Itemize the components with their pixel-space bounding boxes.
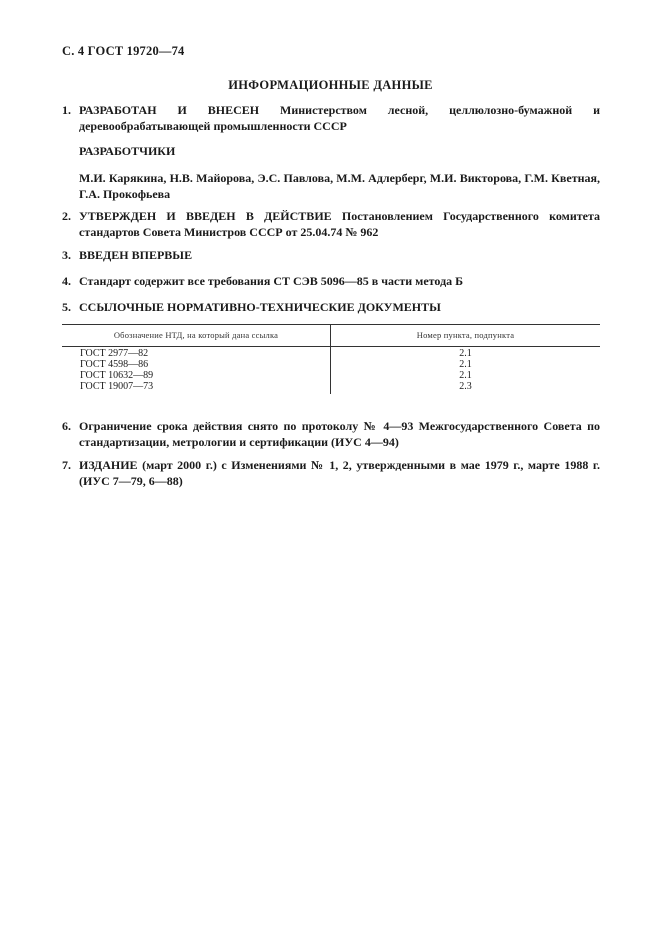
- page-title: ИНФОРМАЦИОННЫЕ ДАННЫЕ: [228, 78, 433, 92]
- item-lead: ВВЕДЕН ВПЕРВЫЕ: [79, 248, 193, 262]
- table-cell-clause: 2.1: [459, 370, 472, 381]
- item-text: [79, 418, 600, 450]
- item-body: Ограничение срока действия снято по протоколу № 4—93 Межгосударственного Совета по стандартизации, метрологии и сертификации (ИУС 4—94): [79, 419, 600, 449]
- info-item-1: [62, 102, 600, 134]
- developers-heading: РАЗРАБОТЧИКИ: [79, 144, 176, 158]
- column-header-document: Обозначение НТД, на который дана ссылка: [62, 325, 331, 347]
- item-text: [79, 247, 600, 263]
- item-lead: РАЗРАБОТАН И ВНЕСЕН: [79, 103, 260, 117]
- item-text: [79, 208, 600, 240]
- item-lead: ИЗДАНИЕ: [79, 458, 138, 472]
- page-header: С. 4 ГОСТ 19720—74: [62, 44, 185, 58]
- item-number: 3.: [62, 248, 71, 262]
- column-header-clause: Номер пункта, подпункта: [331, 325, 601, 347]
- item-number: 5.: [62, 300, 71, 314]
- table-cell-document: ГОСТ 4598—86: [62, 359, 331, 370]
- item-number: 2.: [62, 209, 71, 223]
- info-item-2: [62, 208, 600, 240]
- table-cell-clause: 2.1: [459, 359, 472, 370]
- item-lead: УТВЕРЖДЕН И ВВЕДЕН В ДЕЙСТВИЕ: [79, 209, 332, 223]
- info-item-4: [62, 273, 600, 289]
- item-body: Министерством лесной, целлюлозно-бумажной и деревообрабатывающей промышленности СССР: [79, 103, 600, 133]
- info-item-5: [62, 299, 600, 315]
- item-body: Постановлением Государственного комитета стандартов Совета Министров СССР от 25.04.74 № 962: [79, 209, 600, 239]
- item-number: 1.: [62, 103, 71, 117]
- item-number: 6.: [62, 419, 71, 433]
- item-number: 4.: [62, 274, 71, 288]
- table-cell-document: ГОСТ 19007—73: [62, 381, 331, 394]
- info-item-6: [62, 418, 600, 450]
- table-row: [62, 381, 600, 394]
- item-lead: ССЫЛОЧНЫЕ НОРМАТИВНО-ТЕХНИЧЕСКИЕ ДОКУМЕНТЫ: [79, 300, 441, 314]
- table-row: [62, 359, 600, 370]
- table-header-row: [62, 325, 600, 347]
- table-row: [62, 347, 600, 360]
- table-cell-clause: 2.3: [459, 381, 472, 392]
- table-row: [62, 370, 600, 381]
- item-number: 7.: [62, 458, 71, 472]
- developers-names: М.И. Карякина, Н.В. Майорова, Э.С. Павлова, М.М. Адлерберг, М.И. Викторова, Г.М. Кветная, Г.А. Прокофьева: [79, 171, 600, 201]
- table-cell-clause: 2.1: [459, 348, 472, 359]
- item-body: (март 2000 г.) с Изменениями № 1, 2, утвержденными в мае 1979 г., марте 1988 г. (ИУС 7—79, 6—88): [79, 458, 600, 488]
- info-item-3: [62, 247, 600, 263]
- info-item-7: [62, 457, 600, 489]
- item-text: [79, 457, 600, 489]
- table-cell-document: ГОСТ 2977—82: [62, 347, 331, 360]
- item-text: [79, 102, 600, 134]
- table-cell-document: ГОСТ 10632—89: [62, 370, 331, 381]
- item-text: [79, 299, 600, 315]
- item-text: [79, 273, 600, 289]
- reference-documents-table: [62, 324, 600, 394]
- item-body: Стандарт содержит все требования СТ СЭВ 5096—85 в части метода Б: [79, 274, 464, 288]
